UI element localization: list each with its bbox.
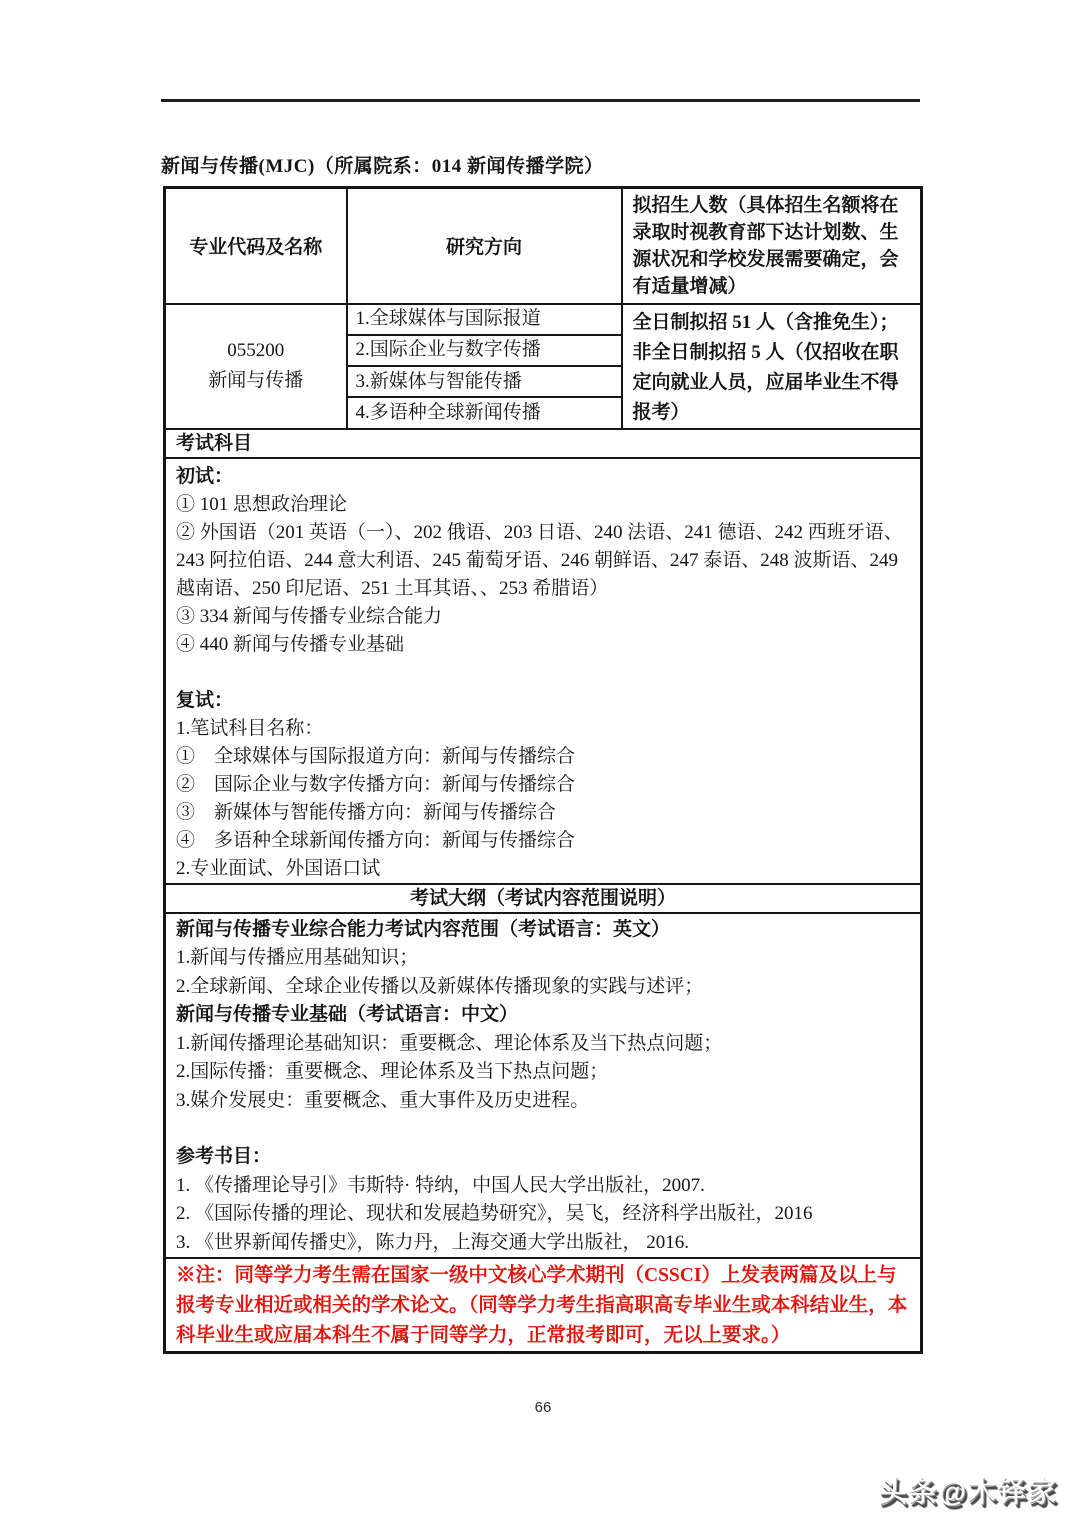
blank-line [176,659,908,687]
major-code: 055200 [227,340,285,361]
col-header-major-code: 专业代码及名称 [165,188,347,304]
reference-book-1: 1. 《传播理论导引》韦斯特· 特纳，中国人民大学出版社，2007. [176,1174,705,1196]
major-code-name-cell [165,304,347,429]
enrollment-cell: 全日制拟招 51 人（含推免生）；非全日制拟招 5 人（仅招收在职定向就业人员，应届毕业生不得报考） [622,304,922,429]
second-exam-item-2: ② 国际企业与数字传播方向：新闻与传播综合 [176,773,576,795]
syllabus-section1-title: 新闻与传播专业综合能力考试内容范围（考试语言：英文） [176,918,671,940]
page-number: 66 [534,1399,552,1416]
page-title: 新闻与传播(MJC)（所属院系：014 新闻传播学院） [161,156,604,177]
header-rule [161,99,920,102]
research-direction-4: 4.多语种全球新闻传播 [347,397,622,428]
syllabus-section2-item-2: 2.国际传播：重要概念、理论体系及当下热点问题； [176,1061,609,1082]
syllabus-row [165,913,922,1259]
syllabus-section2-item-1: 1.新闻传播理论基础知识：重要概念、理论体系及当下热点问题； [176,1032,723,1054]
research-direction-1: 1.全球媒体与国际报道 [347,304,622,335]
research-direction-3: 3.新媒体与智能传播 [347,366,622,397]
watermark: 头条@木铎家 [878,1476,1058,1507]
initial-exam-item-1: ① 101 思想政治理论 [176,493,348,515]
admissions-table [163,186,923,1354]
major-name: 新闻与传播 [208,370,304,391]
initial-exam-item-2: ② 外国语（201 英语（一）、202 俄语、203 日语、240 法语、241 德语、242 西班牙语、243 阿拉伯语、244 意大利语、245 葡萄牙语、246 朝鲜语、247 泰语、248 波斯语、249 越南语、250 印尼语、251 土耳其语、、253 希腊语） [176,521,903,599]
equivalent-qualification-note: ※注：同等学力考生需在国家一级中文核心学术期刊（CSSCI）上发表两篇及以上与报考专业相近或相关的学术论文。（同等学力考生指高职高专毕业生或本科结业生，本科毕业生或应届本科生不属于同等学力，正常报考即可，无以上要求。） [165,1258,922,1353]
second-exam-item-4: ④ 多语种全球新闻传播方向：新闻与传播综合 [176,829,576,851]
reference-books-title: 参考书目： [176,1146,272,1167]
initial-exam-item-4: ④ 440 新闻与传播专业基础 [176,633,405,655]
reference-book-2: 2. 《国际传播的理论、现状和发展趋势研究》，吴飞，经济科学出版社，2016 [176,1203,813,1224]
initial-exam-heading: 初试： [176,465,234,487]
syllabus-section1-item-2: 2.全球新闻、全球企业传播以及新媒体传播现象的实践与述评； [176,975,704,997]
syllabus-header-row [165,884,922,913]
col-header-enrollment-plan: 拟招生人数（具体招生名额将在录取时视教育部下达计划数、生源状况和学校发展需要确定，会有适量增减） [622,188,922,304]
second-exam-item-3: ③ 新媒体与智能传播方向：新闻与传播综合 [176,801,557,823]
col-header-research-direction: 研究方向 [347,188,622,304]
syllabus-section2-title: 新闻与传播专业基础（考试语言：中文） [176,1004,519,1025]
reference-book-3: 3. 《世界新闻传播史》，陈力丹，上海交通大学出版社， 2016. [176,1231,690,1253]
syllabus-content [165,913,922,1259]
table-header-row [165,188,922,304]
syllabus-section1-item-1: 1.新闻与传播应用基础知识； [176,947,419,968]
second-exam-heading: 复试： [176,689,234,711]
exam-subjects-header-row [165,429,922,458]
program-row [165,304,922,335]
research-direction-2: 2.国际企业与数字传播 [347,335,622,366]
note-row [165,1258,922,1353]
syllabus-section2-item-3: 3.媒介发展史：重要概念、重大事件及历史进程。 [176,1089,590,1111]
interview-line: 2.专业面试、外国语口试 [176,857,381,879]
exam-subjects-row [165,458,922,884]
exam-subjects-header: 考试科目 [165,429,922,458]
written-subjects-label: 1.笔试科目名称： [176,717,324,739]
blank-line [176,1115,908,1143]
syllabus-header: 考试大纲（考试内容范围说明） [165,884,922,913]
initial-exam-item-3: ③ 334 新闻与传播专业综合能力 [176,605,443,627]
exam-subjects-content [165,458,922,884]
second-exam-item-1: ① 全球媒体与国际报道方向：新闻与传播综合 [176,745,576,767]
